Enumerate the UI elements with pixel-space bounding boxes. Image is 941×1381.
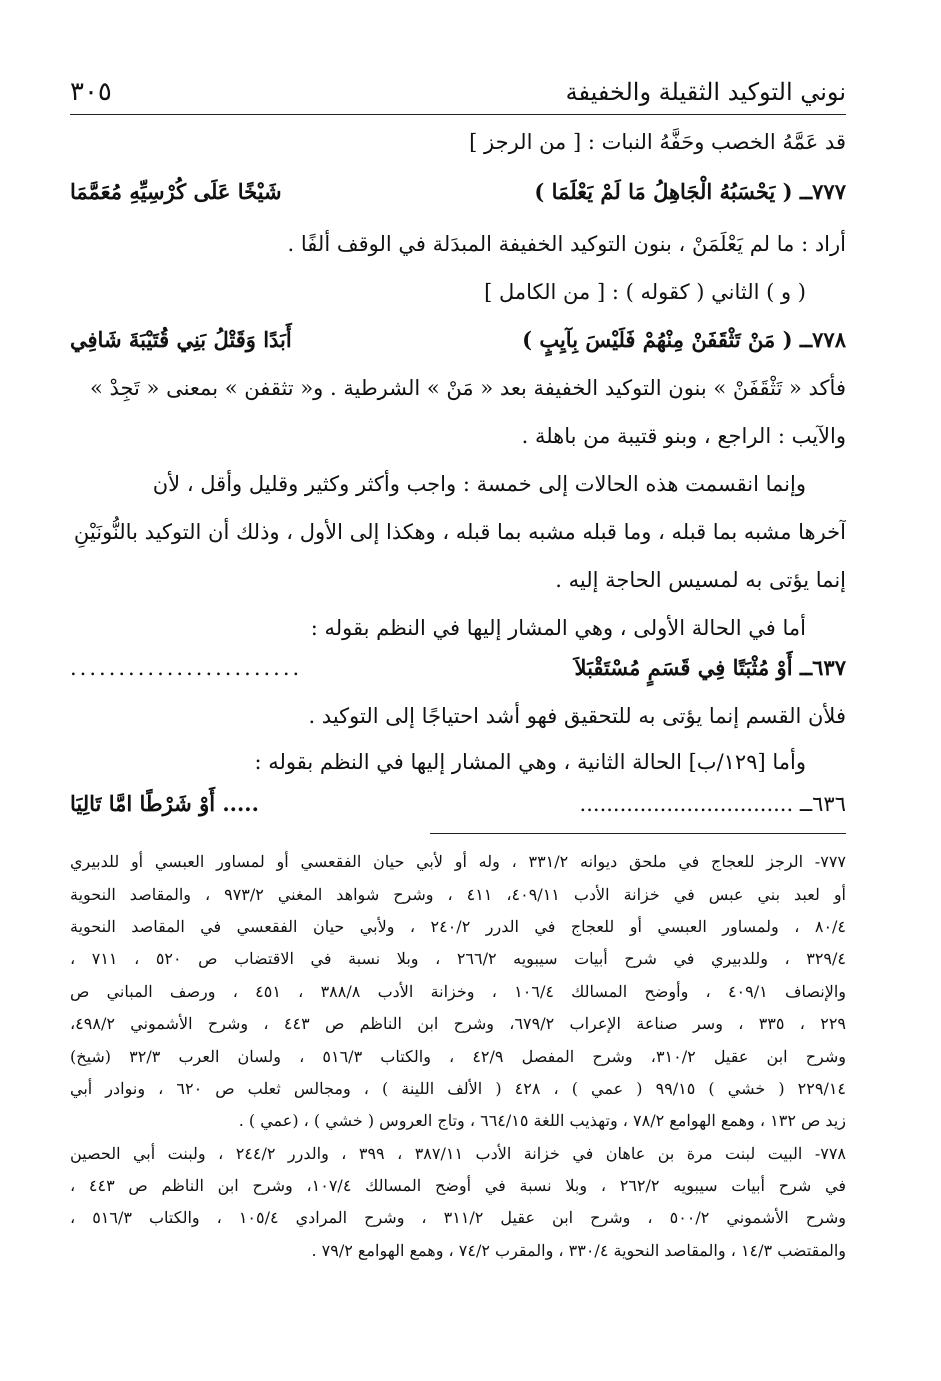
- footnote-line: ٧٧٨- البيت لبنت مرة بن عاهان في خزانة الأدب ٣٨٧/١١ ، ٣٩٩ ، والدرر ٢٤٤/٢ ، ولبنت أبي الحصين: [70, 1144, 846, 1163]
- footnote-line: زيد ص ١٣٢ ، وهمع الهوامع ٧٨/٢ ، وتهذيب اللغة ٦٦٤/١٥ ، وتاج العروس ( خشي ) ، (عمي ) .: [238, 1111, 846, 1130]
- verse-778-first-hemistich: ٧٧٨ــ ( مَنْ تَثْقَفَنْ مِنْهُمْ فَلَيْسَ بِآيِبٍ ): [522, 327, 846, 352]
- body-line-10: إنما يؤتى به لمسيس الحاجة إليه .: [555, 568, 846, 592]
- verse-636-number: ٦٣٦ــ: [799, 792, 846, 816]
- header-rule: [70, 114, 846, 115]
- verse-777-second-hemistich: شَيْخًا عَلَى كُرْسِيِّهِ مُعَمَّمَا: [70, 179, 282, 204]
- verse-637-first-hemistich: ٦٣٧ــ أَوْ مُثْبَتًا فِي قَسَمٍ مُسْتَقْبَلاَ: [574, 655, 846, 680]
- body-line-4: ( و ) الثاني ( كقوله ) : [ من الكامل ]: [484, 280, 806, 304]
- verse-636-first-hemistich: ٦٣٦ــ ................................: [579, 792, 846, 816]
- body-line-14: وأما [١٢٩/ب] الحالة الثانية ، وهي المشار إليها في النظم بقوله :: [254, 750, 806, 774]
- body-line-11: أما في الحالة الأولى ، وهي المشار إليها في النظم بقوله :: [310, 616, 806, 640]
- footnote-line: أو لعبد بني عبس في خزانة الأدب ٤٠٩/١١، ٤١١ ، وشرح شواهد المغني ٩٧٣/٢ ، والمقاصد النحوية: [70, 885, 846, 904]
- verse-636-second-hemistich: ..... أَوْ شَرْطًا امَّا تَالِيَا: [70, 791, 259, 816]
- body-line-1: قد عَمَّهُ الخصب وحَفَّهُ النبات : [ من الرجز ]: [469, 130, 846, 154]
- footnote-line: ٨٠/٤ ، ولمساور العبسي أو للعجاج في الدرر ٢٤٠/٢ ، ولأبي حيان الفقعسي في المقاصد النحوية: [70, 917, 846, 936]
- footnote-line: ٣٢٩/٤ ، وللدبيري في شرح أبيات سيبويه ٢٦٦/٢ ، وبلا نسبة في الاقتضاب ص ٥٢٠ ، ٧١١ ،: [70, 949, 846, 968]
- verse-777-number: ٧٧٧ــ: [799, 179, 846, 204]
- running-header: [70, 72, 846, 112]
- footnote-line: وشرح الأشموني ٥٠٠/٢ ، وشرح ابن عقيل ٣١١/٢ ، وشرح المرادي ١٠٥/٤ ، والكتاب ٥١٦/٣ ،: [70, 1208, 846, 1227]
- footnote-line: والإنصاف ٤٠٩/١ ، وأوضح المسالك ١٠٦/٤ ، وخزانة الأدب ٣٨٨/٨ ، ٤٥١ ، ورصف المباني ص: [70, 982, 846, 1001]
- verse-636: [70, 782, 846, 826]
- verse-637: [70, 646, 846, 690]
- verse-778-number: ٧٧٨ــ: [799, 327, 846, 352]
- footnote-line: والمقتضب ١٤/٣ ، والمقاصد النحوية ٣٣٠/٤ ، والمقرب ٧٤/٢ ، وهمع الهوامع ٧٩/٢ .: [311, 1241, 846, 1260]
- body-line-8: وإنما انقسمت هذه الحالات إلى خمسة : واجب وأكثر وكثير وقليل وأقل ، لأن: [152, 472, 806, 496]
- body-line-13: فلأن القسم إنما يؤتى به للتحقيق فهو أشد احتياجًا إلى التوكيد .: [308, 704, 846, 728]
- verse-778: [70, 318, 846, 362]
- body-line-9: آخرها مشبه بما قبله ، وما قبله مشبه بما قبله ، وهكذا إلى الأول ، وذلك أن التوكيد بالنُّونَيْنِ: [73, 520, 846, 544]
- verse-777: [70, 170, 846, 214]
- body-line-3: أراد : ما لم يَعْلَمَنْ ، بنون التوكيد الخفيفة المبدَلة في الوقف ألفًا .: [287, 232, 846, 256]
- footnote-line: ٧٧٧- الرجز للعجاج في ملحق ديوانه ٣٣١/٢ ، وله أو لأبي حيان الفقعسي أو لمساور العبسي أو للدبيري: [70, 852, 846, 871]
- footnote-line: في شرح أبيات سيبويه ٢٦٢/٢ ، وبلا نسبة في أوضح المسالك ١٠٧/٤، وشرح ابن الناظم ص ٤٤٣ ،: [70, 1176, 846, 1195]
- body-line-7: والآيب : الراجع ، وبنو قتيبة من باهلة .: [521, 424, 846, 448]
- verse-637-dots: ........................: [70, 656, 303, 680]
- footnote-rule: [430, 833, 846, 834]
- verse-777-first-hemistich: ٧٧٧ــ ( يَحْسَبُهُ الْجَاهِلُ مَا لَمْ يَعْلَمَا ): [534, 179, 846, 204]
- body-line-6: فأكد « تَثْقَفَنْ » بنون التوكيد الخفيفة بعد « مَنْ » الشرطية . و« تثقفن » بمعنى « تَجِدْ »: [89, 376, 846, 400]
- footnote-line: ٢٢٩ ، ٣٣٥ ، وسر صناعة الإعراب ٦٧٩/٢، وشرح ابن الناظم ص ٤٤٣ ، وشرح الأشموني ٤٩٨/٢،: [70, 1014, 846, 1033]
- footnote-line: ٢٢٩/١٤ ( خشي ) ٩٩/١٥ ( عمي ) ، ٤٢٨ ( الألف اللينة ) ، ومجالس ثعلب ص ٦٢٠ ، ونوادر أبي: [70, 1079, 846, 1098]
- header-title: نوني التوكيد الثقيلة والخفيفة: [565, 78, 846, 106]
- footnote-line: وشرح ابن عقيل ٣١٠/٢، وشرح المفصل ٤٢/٩ ، والكتاب ٥١٦/٣ ، ولسان العرب ٣٢/٣ (شيخ): [70, 1047, 846, 1066]
- verse-637-number: ٦٣٧ــ: [799, 655, 846, 680]
- verse-778-second-hemistich: أَبَدًا وَقَتْلُ بَنِي قُتَيْبَةَ شَافِي: [70, 327, 292, 352]
- page-number: ٣٠٥: [70, 77, 112, 107]
